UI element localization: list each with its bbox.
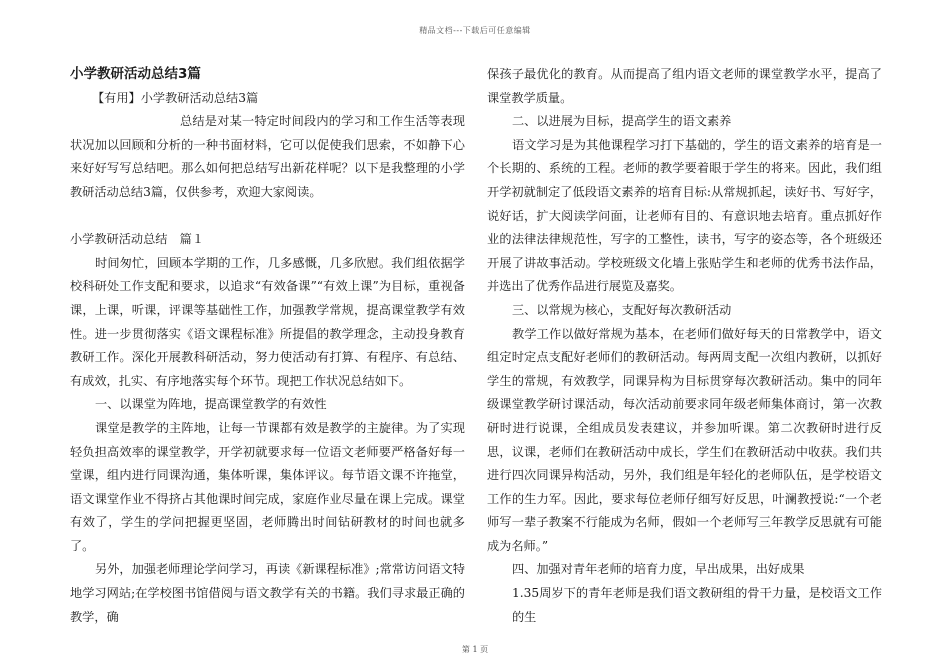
section-heading: 四、加强对青年老师的培育力度，早出成果，出好成果: [512, 562, 805, 577]
section-heading: 二、以进展为目标，提高学生的语文素养: [512, 114, 732, 129]
body-paragraph: 另外，加强老师理论学问学习，再读《新课程标准》;常常访问语文特地学习网站;在学校图书馆借阅与语文教学有关的书籍。我们寻求最正确的教学，确: [70, 562, 465, 624]
section-heading: 一、以课堂为阵地，提高课堂教学的有效性: [95, 397, 327, 412]
spacer: [70, 205, 465, 229]
document-subtitle: 【有用】小学教研活动总结3篇: [92, 90, 259, 105]
body-paragraph: 1.35周岁下的青年老师是我们语文教研组的骨干力量，是校语文工作的生: [512, 586, 882, 624]
page-footer: 第 1 页: [461, 645, 489, 654]
right-column: [487, 63, 882, 629]
body-paragraph: 语文学习是为其他课程学习打下基础的，学生的语文素养的培育是一个长期的、系统的工程。老师的教学要着眼于学生的将来。因此，我们组开学初就制定了低段语文素养的培育目标:从常规抓起，读好书、写好字，说好话，扩大阅读学问面，让老师有目的、有意识地去培育。重点抓好作业的法律法律规范性，写字的工整性，读书，写字的姿态等，各个班级还开展了讲故事活动。学校班级文化墙上张贴学生和老师的优秀书法作品，并选出了优秀作品进行展览及嘉奖。: [487, 137, 882, 294]
article-heading: 小学教研活动总结 篇１: [70, 232, 205, 247]
intro-paragraph: 总结是对某一特定时间段内的学习和工作生活等表现状况加以回顾和分析的一种书面材料，它可以促使我们思索，不如静下心来好好写写总结吧。那么如何把总结写出新花样呢？以下是我整理的小学教研活动总结3篇，仅供参考，欢迎大家阅读。: [70, 114, 465, 199]
page-header: 精品文档---下载后可任意编辑: [419, 26, 531, 35]
body-paragraph: 时间匆忙，回顾本学期的工作，几多感慨，几多欣慰。我们组依据学校科研处工作支配和要求，以追求“有效备课”“有效上课”为目标，重视备课，上课，听课，评课等基础性工作，加强教学常规，提高课堂教学有效性。进一步贯彻落实《语文课程标准》所提倡的教学理念，主动投身教育教研工作。深化开展教科研活动，努力使活动有打算、有程序、有总结、有成效，扎实、有序地落实每个环节。现把工作状况总结如下。: [70, 255, 465, 388]
body-paragraph: 教学工作以做好常规为基本，在老师们做好每天的日常教学中，语文组定时定点支配好老师们的教研活动。每两周支配一次组内教研，以抓好学生的常规，有效教学，同课异构为目标贯穿每次教研活动。集中的同年级课堂教学研讨课活动，每次活动前要求同年级老师集体商讨，第一次教研时进行说课，全组成员发表建议，并参加听课。第二次教研时进行反思，议课，老师们在教研活动中成长，学生们在教研活动中收获。我们共进行四次同课异构活动，另外，我们组是年轻化的老师队伍，是学校语文工作的生力军。因此，要求每位老师仔细写好反思，叶澜教授说:“一个老师写一辈子教案不行能成为名师，假如一个老师写三年教学反思就有可能成为名师。”: [487, 326, 882, 553]
section-heading: 三、以常规为核心，支配好每次教研活动: [512, 302, 732, 317]
body-paragraph: 课堂是教学的主阵地，让每一节课都有效是教学的主旋律。为了实现轻负担高效率的课堂教学，开学初就要求每一位语文老师要严格备好每一堂课，组内进行同课沟通，集体听课，集体评议。每节语文课不许拖堂，语文课堂作业不得挤占其他课时间完成，家庭作业尽量在课上完成。课堂有效了，学生的学问把握更坚固，老师腾出时间钻研教材的时间也就多了。: [70, 420, 465, 553]
left-column: [70, 63, 465, 629]
document-title: 小学教研活动总结3篇: [70, 66, 201, 82]
body-paragraph: 保孩子最优化的教育。从而提高了组内语文老师的课堂教学水平，提高了课堂教学质量。: [487, 67, 882, 105]
